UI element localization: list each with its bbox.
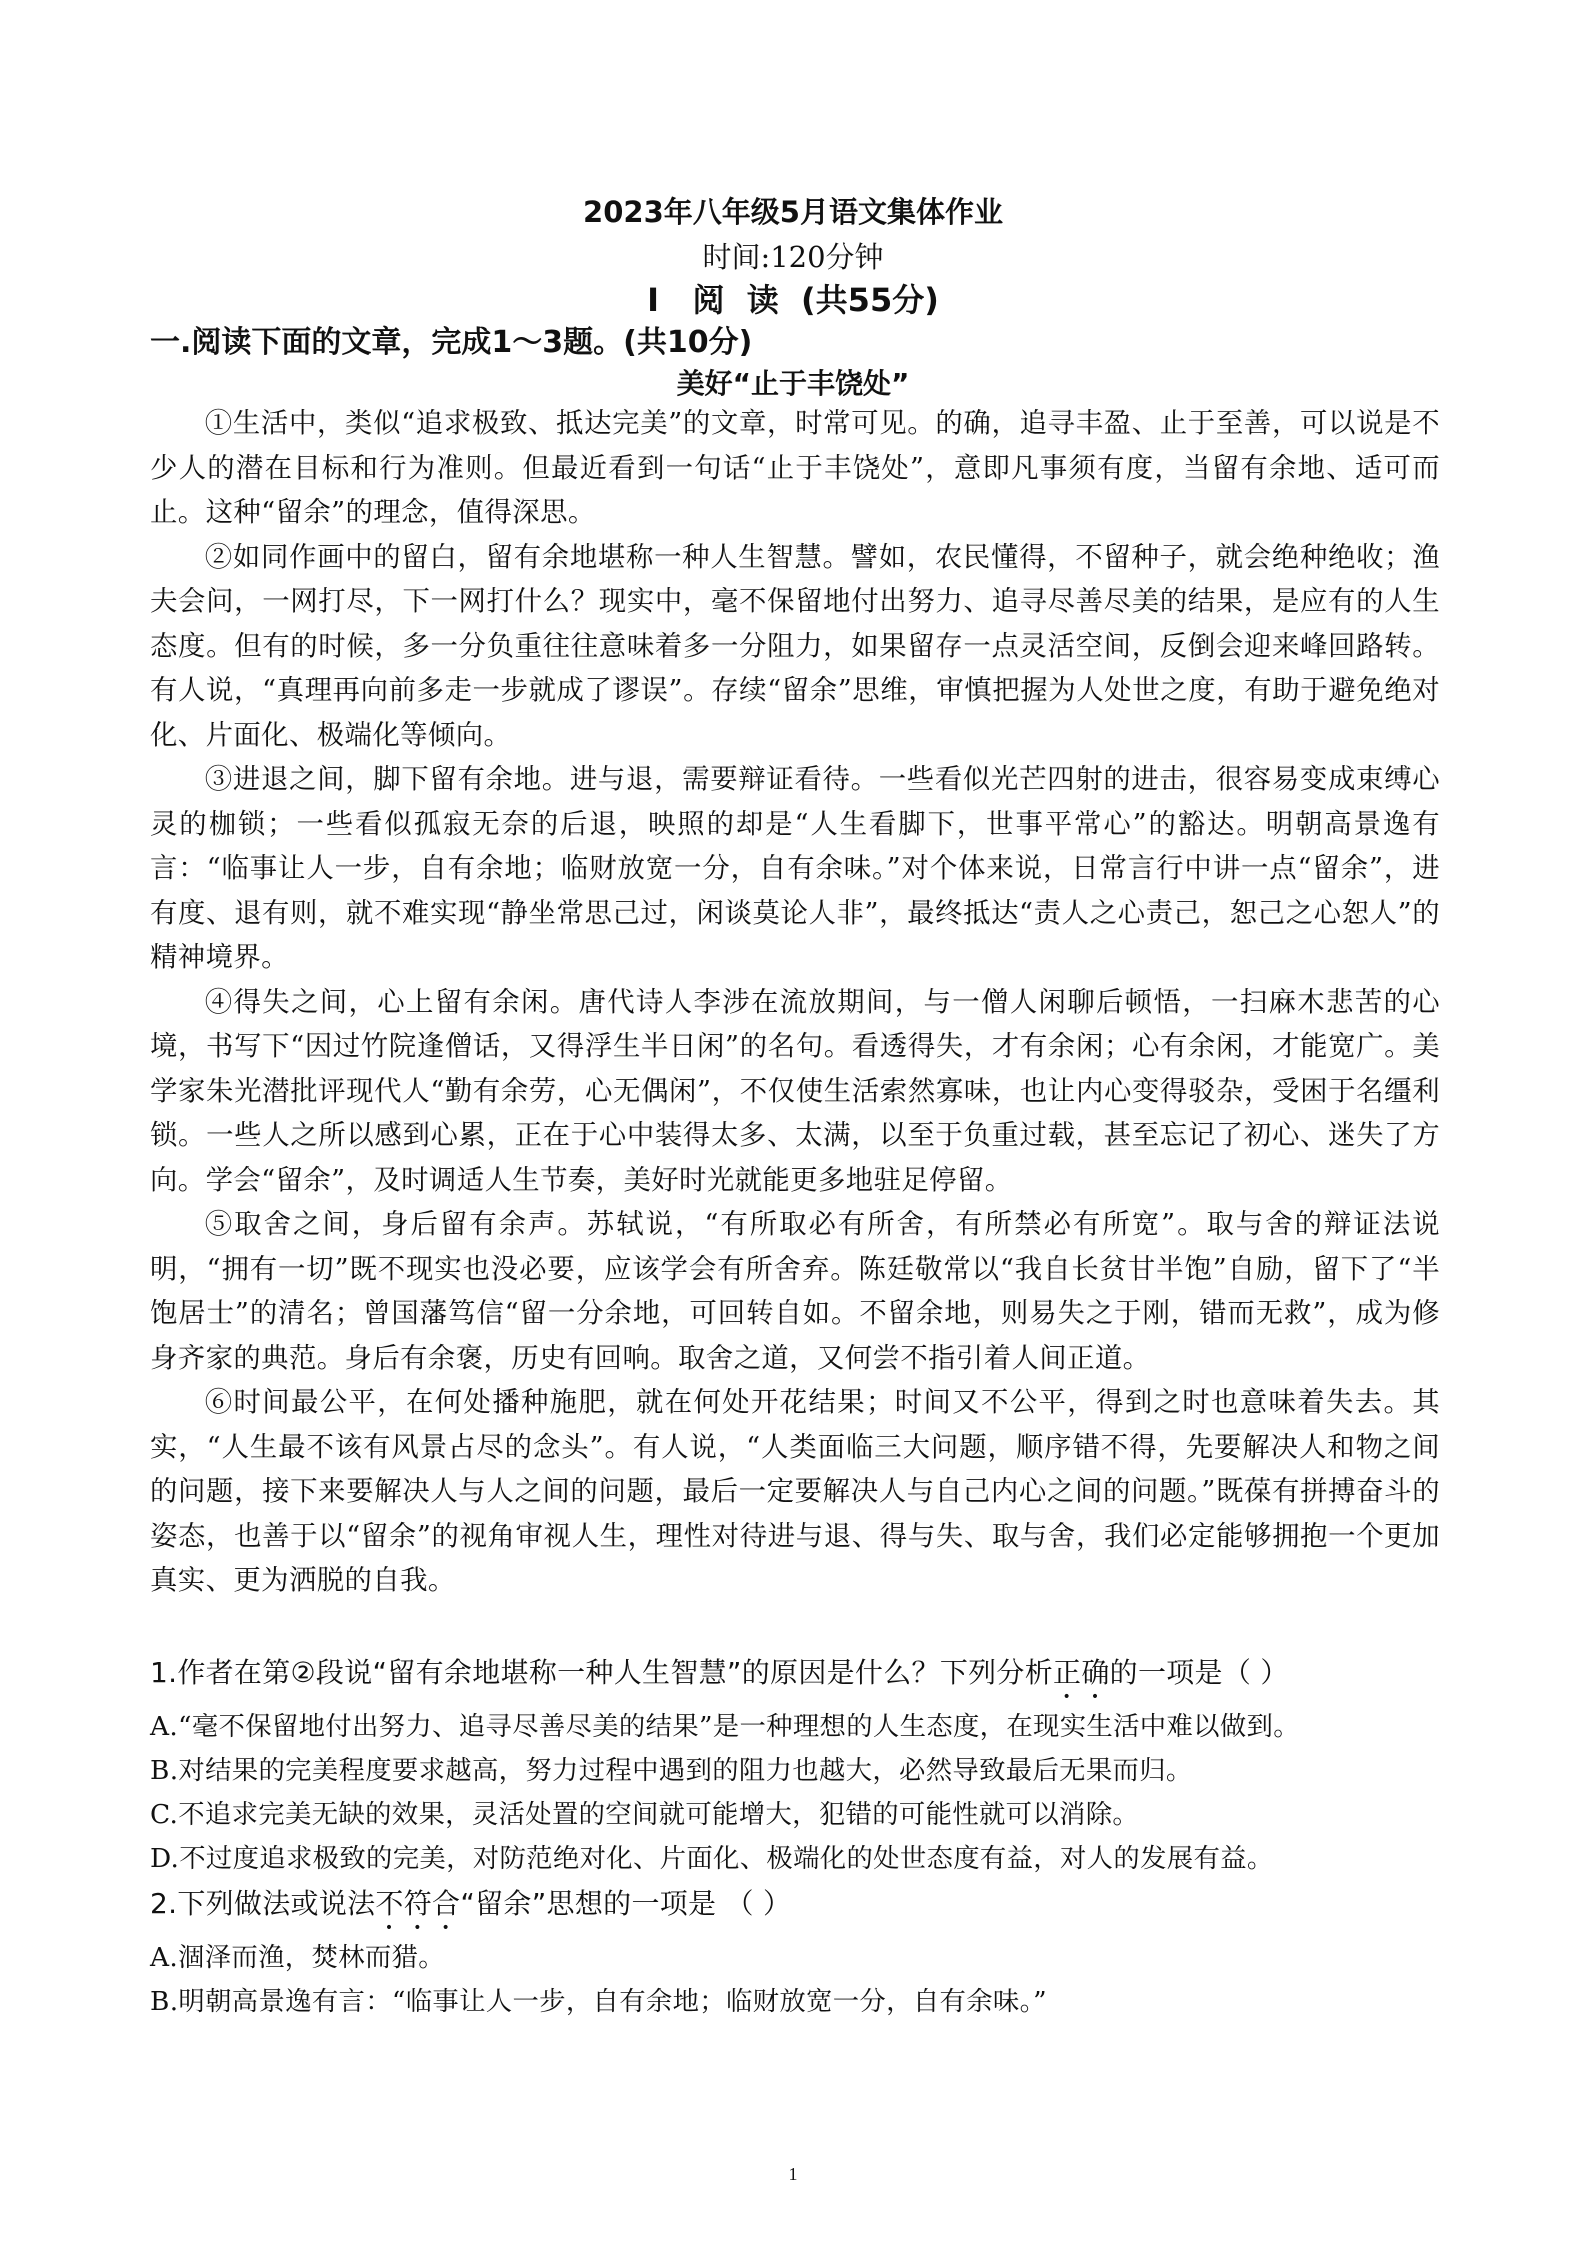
article-paragraph-4: ④得失之间，心上留有余闲。唐代诗人李涉在流放期间，与一僧人闲聊后顿悟，一扫麻木悲苦的心境，书写下“因过竹院逢僧话，又得浮生半日闲”的名句。看透得失，才有余闲；心有余闲，才能宽广。美学家朱光潜批评现代人“勤有余劳，心无偶闲”，不仅使生活索然寡味，也让内心变得驳杂，受困于名缰利锁。一些人之所以感到心累，正在于心中装得太多、太满，以至于负重过载，甚至忘记了初心、迷失了方向。学会“留余”，及时调适人生节奏，美好时光就能更多地驻足停留。 [150,986,1440,1196]
exam-title: 2023年八年级5月语文集体作业 [583,195,1003,229]
section-heading: 一.阅读下面的文章，完成1～3题。(共10分) [150,325,753,360]
part-heading: Ⅰ 阅 读 (共55分) [647,281,939,319]
article-paragraph-1: ①生活中，类似“追求极致、抵达完美”的文章，时常可见。的确，追寻丰盈、止于至善，可以说是不少人的潜在目标和行为准则。但最近看到一句话“止于丰饶处”，意即凡事须有度，当留有余地、适可而止。这种“留余”的理念，值得深思。 [150,408,1440,528]
question-2-emphasis: 不符合 [375,1887,461,1920]
article-title: 美好“止于丰饶处” [676,367,910,400]
article-paragraph-6: ⑥时间最公平，在何处播种施肥，就在何处开花结果；时间又不公平，得到之时也意味着失去。其实，“人生最不该有风景占尽的念头”。有人说，“人类面临三大问题，顺序错不得，先要解决人和物之间的问题，接下来要解决人与人之间的问题，最后一定要解决人与自己内心之间的问题。”既葆有拼搏奋斗的姿态，也善于以“留余”的视角审视人生，理性对待进与退、得与失、取与舍，我们必定能够拥抱一个更加真实、更为洒脱的自我。 [150,1387,1440,1596]
article-paragraph-3: ③进退之间，脚下留有余地。进与退，需要辩证看待。一些看似光芒四射的进击，很容易变成束缚心灵的枷锁；一些看似孤寂无奈的后退，映照的却是“人生看脚下，世事平常心”的豁达。明朝高景逸有言：“临事让人一步，自有余地；临财放宽一分，自有余味。”对个体来说，日常言行中讲一点“留余”，进有度、退有则，就不难实现“静坐常思己过，闲谈莫论人非”，最终抵达“责人之心责己，恕己之心恕人”的精神境界。 [150,764,1440,973]
question-list [150,1650,1440,2024]
question-2-stem [150,1881,1440,1936]
question-1-option-a: A.“毫不保留地付出努力、追寻尽善尽美的结果”是一种理想的人生态度，在现实生活中难以做到。 [150,1711,1300,1742]
question-2-stem-end: “留余”思想的一项是 （ ） [460,1887,792,1920]
question-1-stem-end: 的一项是（ ） [1109,1656,1289,1689]
page-number: 1 [788,2164,798,2184]
article-paragraph-5: ⑤取舍之间，身后留有余声。苏轼说，“有所取必有所舍，有所禁必有所宽”。取与舍的辩证法说明，“拥有一切”既不现实也没必要，应该学会有所舍弃。陈廷敬常以“我自长贫甘半饱”自励，留下了“半饱居士”的清名；曾国藩笃信“留一分余地，可回转自如。不留余地，则易失之于刚，错而无救”，成为修身齐家的典范。身后有余褒，历史有回响。取舍之道，又何尝不指引着人间正道。 [150,1209,1440,1374]
question-1-emphasis: 正确 [1053,1656,1110,1689]
question-1-option-d: D.不过度追求极致的完美，对防范绝对化、片面化、极端化的处世态度有益，对人的发展有益。 [150,1843,1274,1874]
article-paragraph-2: ②如同作画中的留白，留有余地堪称一种人生智慧。譬如，农民懂得，不留种子，就会绝种绝收；渔夫会问，一网打尽，下一网打什么？现实中，毫不保留地付出努力、追寻尽善尽美的结果，是应有的人生态度。但有的时候，多一分负重往往意味着多一分阻力，如果留存一点灵活空间，反倒会迎来峰回路转。有人说，“真理再向前多走一步就成了谬误”。存续“留余”思维，审慎把握为人处世之度，有助于避免绝对化、片面化、极端化等倾向。 [150,541,1440,751]
question-2-option-a: A.涸泽而渔，焚林而猎。 [150,1942,445,1973]
question-1-stem-start: 1.作者在第②段说“留有余地堪称一种人生智慧”的原因是什么？下列分析 [150,1656,1054,1689]
question-1-option-c: C.不追求完美无缺的效果，灵活处置的空间就可能增大，犯错的可能性就可以消除。 [150,1799,1140,1830]
question-2-stem-start: 2.下列做法或说法 [150,1887,376,1920]
question-1-option-b: B.对结果的完美程度要求越高，努力过程中遇到的阻力也越大，必然导致最后无果而归。 [150,1755,1193,1786]
exam-time: 时间:120分钟 [702,240,884,274]
question-2-option-b: B.明朝高景逸有言：“临事让人一步，自有余地；临财放宽一分，自有余味。” [150,1986,1047,2017]
question-1-stem [150,1650,1440,1705]
article-body [150,402,1440,1604]
